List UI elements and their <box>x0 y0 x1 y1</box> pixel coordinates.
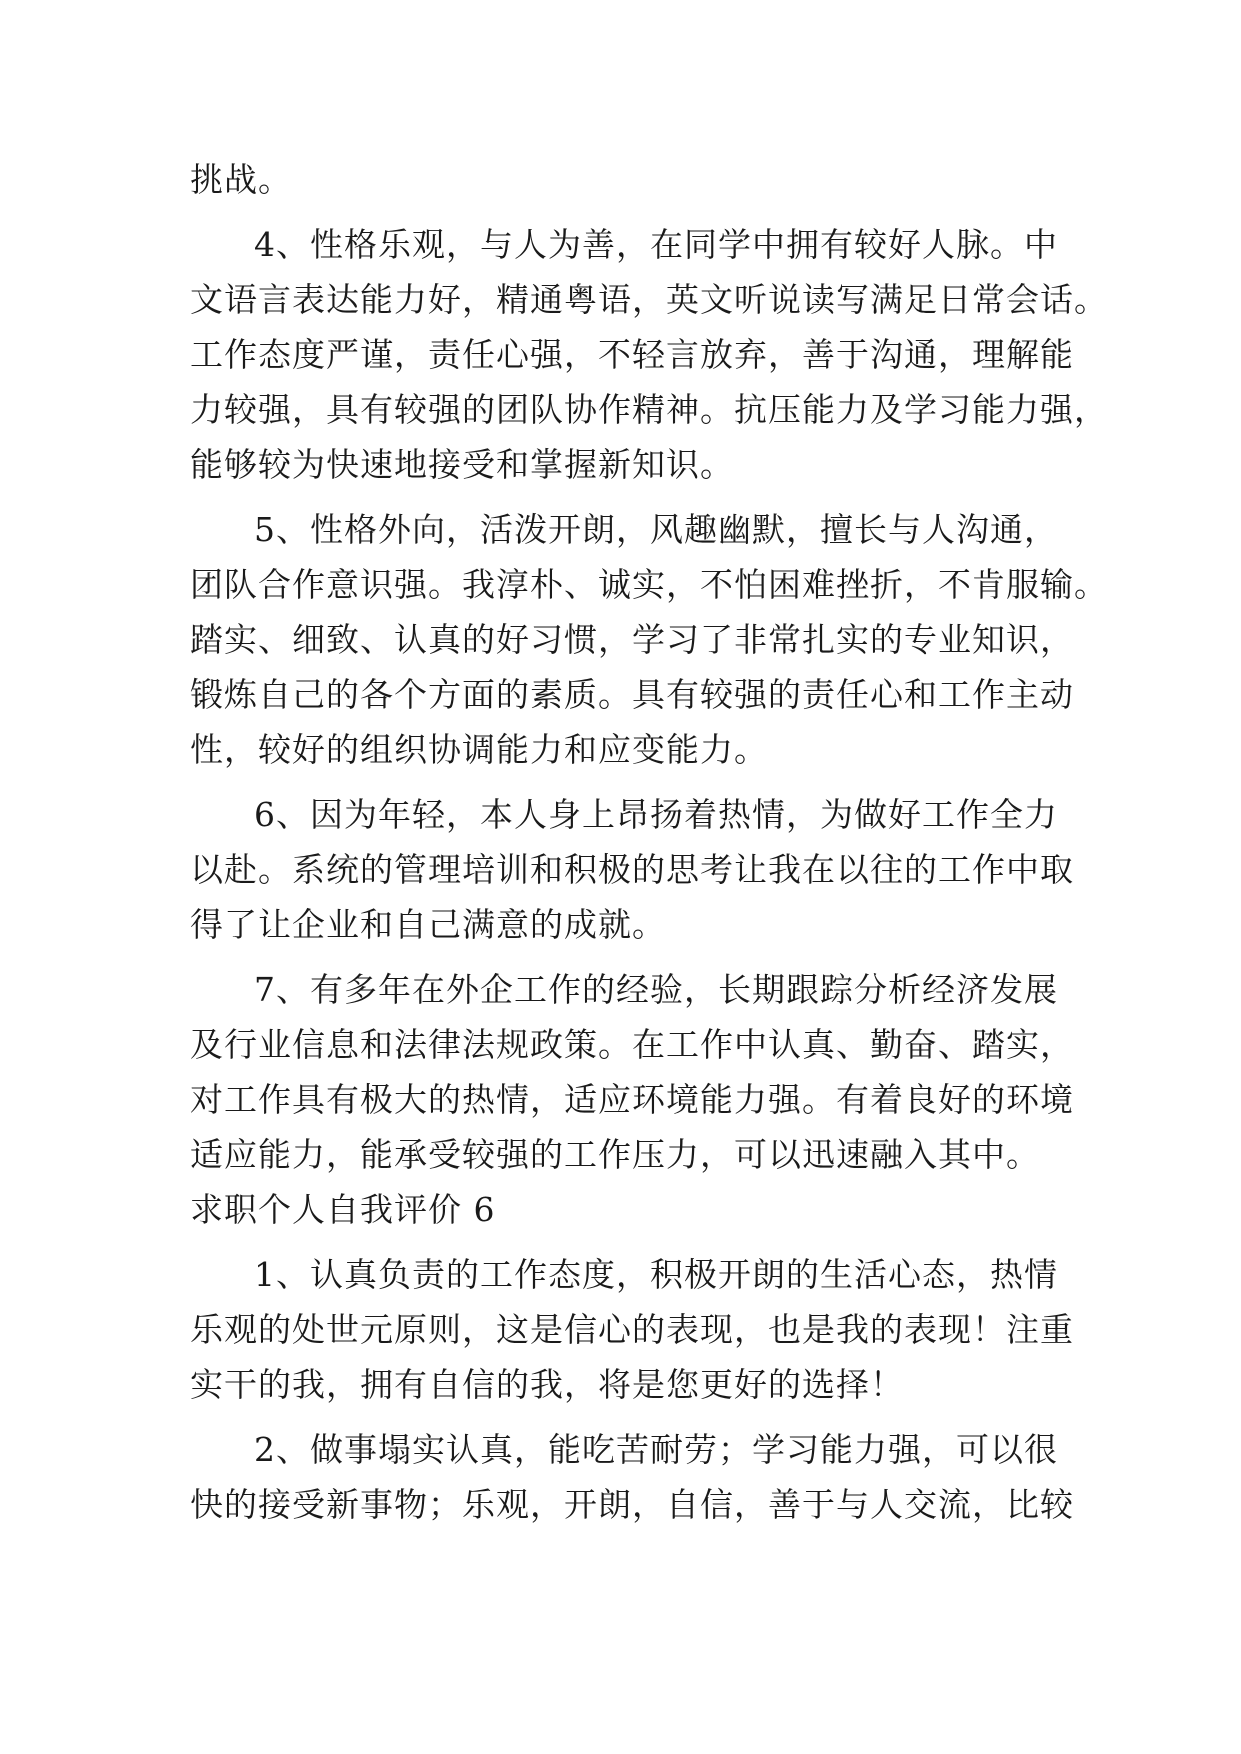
text-line: 对工作具有极大的热情，适应环境能力强。有着良好的环境 <box>190 1080 1074 1119</box>
text-line: 团队合作意识强。我淳朴、诚实，不怕困难挫折，不肯服输。 <box>190 565 1108 604</box>
text-line: 文语言表达能力好，精通粤语，英文听说读写满足日常会话。 <box>190 280 1108 319</box>
paragraph-2-start: 2、做事塌实认真，能吃苦耐劳；学习能力强，可以很 <box>254 1430 1058 1469</box>
text-line: 锻炼自己的各个方面的素质。具有较强的责任心和工作主动 <box>190 675 1074 714</box>
section-heading: 求职个人自我评价 6 <box>190 1190 496 1229</box>
text-line: 力较强，具有较强的团队协作精神。抗压能力及学习能力强， <box>190 390 1108 429</box>
paragraph-4-start: 4、性格乐观，与人为善，在同学中拥有较好人脉。中 <box>254 225 1058 264</box>
text-line: 得了让企业和自己满意的成就。 <box>190 905 666 944</box>
text-line: 能够较为快速地接受和掌握新知识。 <box>190 445 734 484</box>
text-line: 挑战。 <box>190 160 292 199</box>
text-line: 乐观的处世元原则，这是信心的表现，也是我的表现！注重 <box>190 1310 1074 1349</box>
text-line: 踏实、细致、认真的好习惯，学习了非常扎实的专业知识， <box>190 620 1074 659</box>
text-line: 以赴。系统的管理培训和积极的思考让我在以往的工作中取 <box>190 850 1074 889</box>
paragraph-1-start: 1、认真负责的工作态度，积极开朗的生活心态，热情 <box>254 1255 1058 1294</box>
paragraph-7-start: 7、有多年在外企工作的经验，长期跟踪分析经济发展 <box>254 970 1058 1009</box>
paragraph-5-start: 5、性格外向，活泼开朗，风趣幽默，擅长与人沟通， <box>254 510 1058 549</box>
text-line: 实干的我，拥有自信的我，将是您更好的选择！ <box>190 1365 904 1404</box>
paragraph-6-start: 6、因为年轻，本人身上昂扬着热情，为做好工作全力 <box>254 795 1058 834</box>
text-line: 适应能力，能承受较强的工作压力，可以迅速融入其中。 <box>190 1135 1040 1174</box>
text-line: 性，较好的组织协调能力和应变能力。 <box>190 730 768 769</box>
text-line: 工作态度严谨，责任心强，不轻言放弃，善于沟通，理解能 <box>190 335 1074 374</box>
text-line: 快的接受新事物；乐观，开朗，自信，善于与人交流，比较 <box>190 1485 1074 1524</box>
text-line: 及行业信息和法律法规政策。在工作中认真、勤奋、踏实， <box>190 1025 1074 1064</box>
